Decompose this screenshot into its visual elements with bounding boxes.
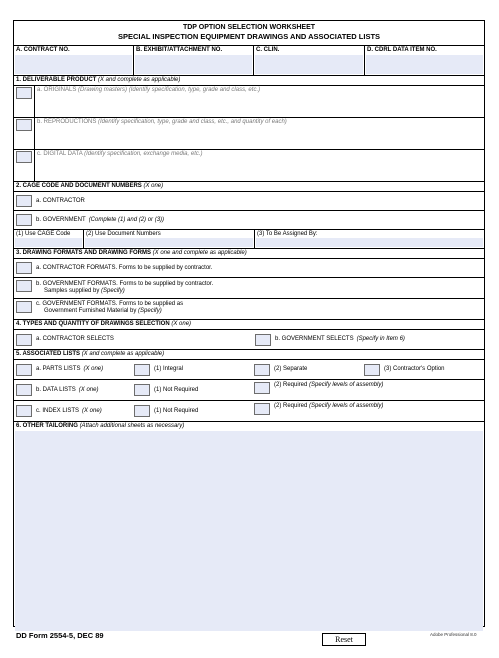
cage-contractor-checkbox[interactable] — [16, 195, 32, 207]
government-selects-option — [255, 334, 484, 346]
data-lists-row — [14, 380, 484, 401]
reproductions-checkbox[interactable] — [16, 119, 32, 131]
originals-checkbox[interactable] — [16, 87, 32, 99]
data-required-checkbox[interactable] — [254, 382, 270, 394]
section-3-note: (X one and complete as applicable) — [152, 250, 247, 256]
parts-separate-checkbox[interactable] — [254, 364, 270, 376]
originals-check-cell — [14, 86, 34, 117]
government-formats-c-cell — [34, 299, 484, 319]
top-fields-row — [14, 46, 484, 76]
drawings-selection-row — [14, 330, 484, 350]
data-required-label: (2) Required — [274, 382, 308, 388]
reproductions-note: (Identify specification, type, grade and class, etc., and quantity of each) — [98, 119, 287, 125]
clin-label: C. CLIN. — [256, 47, 280, 53]
parts-lists-checkbox[interactable] — [16, 364, 32, 376]
originals-note: (Drawing masters) (Identify specification, type, grade and class, etc.) — [78, 87, 261, 93]
government-formats-b-checkbox[interactable] — [16, 280, 32, 292]
data-lists-option — [14, 384, 134, 396]
cage-government-label: b. GOVERNMENT — [36, 216, 86, 223]
section-6-note: (Attach additional sheets as necessary) — [79, 423, 185, 429]
data-not-required-option — [134, 384, 254, 396]
cdrl-cell — [365, 46, 484, 75]
government-formats-c-row — [14, 299, 484, 320]
index-lists-option — [14, 405, 134, 417]
parts-contractor-option-checkbox[interactable] — [364, 364, 380, 376]
contract-no-field[interactable] — [15, 55, 132, 74]
section-2-header — [14, 182, 484, 192]
index-required-option — [254, 401, 484, 421]
use-cage-code-label: (1) Use CAGE Code — [16, 231, 71, 237]
section-5-header — [14, 350, 484, 360]
index-lists-note: (X one) — [82, 407, 102, 414]
data-lists-checkbox[interactable] — [16, 384, 32, 396]
contractor-formats-row — [14, 259, 484, 278]
reproductions-check-cell — [14, 118, 34, 149]
to-be-assigned-field[interactable] — [256, 238, 483, 247]
index-lists-label: c. INDEX LISTS — [36, 407, 80, 414]
digital-data-cell — [34, 150, 484, 181]
section-5-title: 5. ASSOCIATED LISTS — [16, 351, 81, 357]
to-be-assigned-cell — [255, 230, 484, 248]
data-not-required-label: (1) Not Required — [154, 386, 199, 393]
originals-cell — [34, 86, 484, 117]
cage-government-checkbox[interactable] — [16, 214, 32, 226]
reproductions-label: b. REPRODUCTIONS — [37, 119, 97, 125]
index-required-label: (2) Required — [274, 403, 308, 409]
contractor-selects-label: a. CONTRACTOR SELECTS — [36, 336, 114, 342]
other-tailoring-section — [14, 422, 484, 632]
contractor-selects-checkbox[interactable] — [16, 334, 32, 346]
cage-government-row — [14, 211, 484, 230]
section-4-title: 4. TYPES AND QUANTITY OF DRAWINGS SELECTION — [16, 321, 170, 327]
index-required-note: (Specify levels of assembly) — [309, 403, 384, 409]
exhibit-field[interactable] — [135, 55, 252, 74]
clin-cell — [254, 46, 365, 75]
clin-field[interactable] — [255, 55, 363, 74]
digital-data-check-cell — [14, 150, 34, 181]
software-version: Adobe Professional 8.0 — [430, 632, 477, 637]
parts-integral-checkbox[interactable] — [134, 364, 150, 376]
government-formats-b-row — [14, 278, 484, 299]
government-selects-label: b. GOVERNMENT SELECTS — [275, 336, 354, 342]
parts-contractor-option — [364, 364, 484, 376]
cage-sub-row — [14, 230, 484, 249]
use-cage-code-cell — [14, 230, 84, 248]
section-6-header — [14, 422, 484, 431]
government-formats-c-checkbox[interactable] — [16, 301, 32, 313]
use-document-numbers-field[interactable] — [85, 238, 253, 247]
section-2-title: 2. CAGE CODE AND DOCUMENT NUMBERS — [16, 183, 142, 189]
section-3-title: 3. DRAWING FORMATS AND DRAWING FORMS — [16, 250, 151, 256]
other-tailoring-field[interactable] — [15, 431, 483, 631]
use-document-numbers-label: (2) Use Document Numbers — [86, 231, 161, 237]
index-lists-checkbox[interactable] — [16, 405, 32, 417]
parts-lists-label: a. PARTS LISTS — [36, 366, 81, 372]
section-6-title: 6. OTHER TAILORING — [16, 423, 78, 429]
data-not-required-checkbox[interactable] — [134, 384, 150, 396]
parts-lists-note: (X one) — [83, 366, 104, 372]
contract-no-label: A. CONTRACT NO. — [16, 47, 70, 53]
use-document-numbers-cell — [84, 230, 255, 248]
data-lists-label: b. DATA LISTS — [36, 386, 76, 393]
originals-label: a. ORIGINALS — [37, 87, 77, 93]
worksheet-form — [13, 20, 485, 627]
parts-integral-option — [134, 364, 254, 376]
cdrl-field[interactable] — [366, 55, 483, 74]
section-1-header — [14, 76, 484, 86]
gfm-label: Government Furnished Material by — [44, 308, 137, 314]
digital-data-checkbox[interactable] — [16, 151, 32, 163]
data-required-note: (Specify levels of assembly) — [309, 382, 384, 388]
parts-lists-row — [14, 360, 484, 380]
exhibit-label: B. EXHIBIT/ATTACHMENT NO. — [136, 47, 223, 53]
originals-row — [14, 86, 484, 118]
index-required-checkbox[interactable] — [254, 403, 270, 415]
data-lists-note: (X one) — [78, 386, 99, 393]
digital-data-row — [14, 150, 484, 182]
parts-lists-option — [14, 364, 134, 376]
samples-supplied-note: (Specify) — [101, 288, 125, 294]
digital-data-label: c. DIGITAL DATA — [37, 151, 83, 157]
cage-contractor-row — [14, 192, 484, 211]
contractor-selects-option — [14, 334, 255, 346]
reproductions-row — [14, 118, 484, 150]
government-formats-b-label: b. GOVERNMENT FORMATS. Forms to be supplied by contractor. — [36, 281, 214, 287]
parts-separate-label: (2) Separate — [274, 366, 308, 372]
gfm-note: (Specify) — [138, 308, 162, 314]
government-formats-b-cell — [34, 278, 484, 298]
cage-government-note: (Complete (1) and (2) or (3)) — [88, 216, 165, 223]
reset-button[interactable]: Reset — [322, 633, 366, 646]
parts-separate-option — [254, 364, 364, 376]
index-not-required-label: (1) Not Required — [154, 407, 199, 414]
government-selects-note: (Specify in Item 6) — [356, 336, 405, 342]
contractor-formats-checkbox[interactable] — [16, 262, 32, 274]
section-3-header — [14, 249, 484, 259]
exhibit-cell — [134, 46, 254, 75]
index-not-required-checkbox[interactable] — [134, 405, 150, 417]
government-formats-c-label: c. GOVERNMENT FORMATS. Forms to be supplied as — [36, 301, 184, 307]
parts-contractor-option-label: (3) Contractor's Option — [384, 366, 445, 372]
parts-integral-label: (1) Integral — [154, 366, 184, 372]
digital-data-note: (Identify specification, exchange media, etc.) — [84, 151, 203, 157]
cage-contractor-label: a. CONTRACTOR — [36, 197, 85, 204]
index-lists-row — [14, 401, 484, 422]
form-id: DD Form 2554-5, DEC 89 — [16, 631, 104, 640]
form-subtitle: SPECIAL INSPECTION EQUIPMENT DRAWINGS AND ASSOCIATED LISTS — [117, 32, 381, 41]
index-not-required-option — [134, 405, 254, 417]
government-selects-checkbox[interactable] — [255, 334, 271, 346]
section-4-note: (X one) — [171, 321, 192, 327]
reproductions-cell — [34, 118, 484, 149]
to-be-assigned-label: (3) To Be Assigned By: — [257, 231, 318, 237]
section-4-header — [14, 320, 484, 330]
samples-supplied-label: Samples supplied by — [44, 288, 100, 294]
use-cage-code-field[interactable] — [15, 238, 82, 247]
contractor-formats-label: a. CONTRACTOR FORMATS. Forms to be supplied by contractor. — [36, 264, 213, 271]
cdrl-label: D. CDRL DATA ITEM NO. — [367, 47, 437, 53]
section-1-note: (X and complete as applicable) — [98, 77, 181, 83]
section-2-note: (X one) — [143, 183, 164, 189]
data-required-option — [254, 380, 484, 400]
section-5-note: (X and complete as applicable) — [81, 351, 165, 357]
form-title-block — [14, 21, 484, 46]
form-title: TDP OPTION SELECTION WORKSHEET — [182, 24, 316, 31]
section-1-title: 1. DELIVERABLE PRODUCT — [16, 77, 97, 83]
contract-no-cell — [14, 46, 134, 75]
